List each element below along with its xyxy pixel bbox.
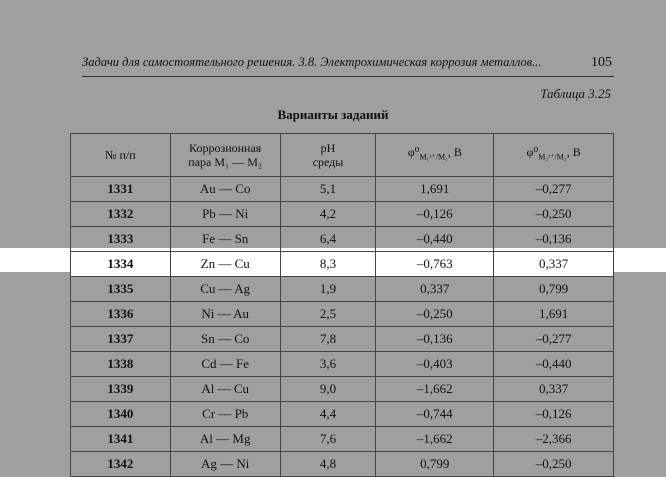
header-rule xyxy=(82,76,614,77)
cell-ph: 2,5 xyxy=(280,302,376,327)
cell-phi2: –2,366 xyxy=(494,427,614,452)
cell-ph: 4,4 xyxy=(280,402,376,427)
col-header-pair-line2: пара M₁ — M₂ xyxy=(188,155,263,169)
cell-phi2: –0,440 xyxy=(494,352,614,377)
cell-ph: 4,2 xyxy=(280,202,376,227)
cell-num: 1338 xyxy=(71,352,171,377)
cell-phi2: –0,277 xyxy=(494,177,614,202)
table-row xyxy=(71,177,614,202)
table-row xyxy=(71,277,614,302)
phi2-subscript: M₂ᶻ⁺/M₂ xyxy=(538,152,567,162)
col-header-ph xyxy=(280,134,376,177)
cell-pair: Al — Mg xyxy=(170,427,280,452)
cell-phi1: 0,799 xyxy=(376,452,494,477)
cell-phi1: –0,744 xyxy=(376,402,494,427)
phi1-unit: , В xyxy=(447,145,462,160)
cell-phi2: –0,136 xyxy=(494,227,614,252)
cell-num: 1332 xyxy=(71,202,171,227)
cell-phi1: –0,763 xyxy=(376,252,494,277)
cell-pair: Au — Co xyxy=(170,177,280,202)
phi1-subscript: M₁ᶻ⁺/M₁ xyxy=(419,152,448,162)
cell-num: 1336 xyxy=(71,302,171,327)
table-header-row xyxy=(71,134,614,177)
col-header-pair xyxy=(170,134,280,177)
cell-phi1: –0,440 xyxy=(376,227,494,252)
cell-phi1: 0,337 xyxy=(376,277,494,302)
table-label: Таблица 3.25 xyxy=(540,86,611,101)
cell-phi2: –0,126 xyxy=(494,402,614,427)
cell-phi2: 0,337 xyxy=(494,377,614,402)
cell-ph: 1,9 xyxy=(280,277,376,302)
cell-phi2: 0,337 xyxy=(494,252,614,277)
cell-ph: 7,8 xyxy=(280,327,376,352)
table-row xyxy=(71,302,614,327)
cell-num: 1339 xyxy=(71,377,171,402)
running-title: Задачи для самостоятельного решения. 3.8. Электрохимическая коррозия металлов... xyxy=(82,55,542,69)
cell-pair: Cu — Ag xyxy=(170,277,280,302)
cell-pair: Cd — Fe xyxy=(170,352,280,377)
cell-pair: Ag — Ni xyxy=(170,452,280,477)
variants-table xyxy=(70,133,614,477)
table-row xyxy=(71,402,614,427)
cell-ph: 3,6 xyxy=(280,352,376,377)
cell-phi1: –1,662 xyxy=(376,377,494,402)
cell-num: 1341 xyxy=(71,427,171,452)
col-header-phi2 xyxy=(494,134,614,177)
cell-ph: 6,4 xyxy=(280,227,376,252)
table-row xyxy=(71,377,614,402)
running-head xyxy=(82,55,612,71)
cell-phi1: –0,403 xyxy=(376,352,494,377)
cell-num: 1340 xyxy=(71,402,171,427)
cell-num: 1335 xyxy=(71,277,171,302)
cell-num: 1333 xyxy=(71,227,171,252)
cell-num: 1334 xyxy=(71,252,171,277)
cell-phi2: –0,250 xyxy=(494,452,614,477)
cell-pair: Zn — Cu xyxy=(170,252,280,277)
table-row xyxy=(71,202,614,227)
table-row xyxy=(71,352,614,377)
cell-pair: Cr — Pb xyxy=(170,402,280,427)
cell-pair: Fe — Sn xyxy=(170,227,280,252)
phi2-symbol: φ⁰ xyxy=(526,145,539,160)
cell-phi2: –0,277 xyxy=(494,327,614,352)
cell-pair: Al — Cu xyxy=(170,377,280,402)
cell-pair: Sn — Co xyxy=(170,327,280,352)
table-title: Варианты заданий xyxy=(277,107,389,122)
cell-num: 1342 xyxy=(71,452,171,477)
col-header-phi1 xyxy=(376,134,494,177)
cell-pair: Pb — Ni xyxy=(170,202,280,227)
col-header-ph-line2: среды xyxy=(312,155,344,169)
col-header-pair-line1: Коррозионная xyxy=(189,141,262,155)
cell-num: 1337 xyxy=(71,327,171,352)
col-header-num: № п/п xyxy=(71,134,171,177)
phi1-symbol: φ⁰ xyxy=(407,145,420,160)
cell-phi1: –0,136 xyxy=(376,327,494,352)
table-row xyxy=(71,252,614,277)
table-row xyxy=(71,327,614,352)
cell-ph: 4,8 xyxy=(280,452,376,477)
cell-ph: 7,6 xyxy=(280,427,376,452)
phi2-unit: , В xyxy=(566,145,581,160)
cell-pair: Ni — Au xyxy=(170,302,280,327)
cell-phi1: –1,662 xyxy=(376,427,494,452)
cell-phi1: 1,691 xyxy=(376,177,494,202)
cell-num: 1331 xyxy=(71,177,171,202)
cell-ph: 8,3 xyxy=(280,252,376,277)
col-header-ph-line1: pH xyxy=(320,141,336,155)
cell-phi2: 0,799 xyxy=(494,277,614,302)
table-row xyxy=(71,452,614,477)
cell-ph: 5,1 xyxy=(280,177,376,202)
cell-phi1: –0,126 xyxy=(376,202,494,227)
cell-ph: 9,0 xyxy=(280,377,376,402)
cell-phi2: –0,250 xyxy=(494,202,614,227)
cell-phi2: 1,691 xyxy=(494,302,614,327)
cell-phi1: –0,250 xyxy=(376,302,494,327)
page-number: 105 xyxy=(591,55,612,70)
table-row xyxy=(71,227,614,252)
table-row xyxy=(71,427,614,452)
